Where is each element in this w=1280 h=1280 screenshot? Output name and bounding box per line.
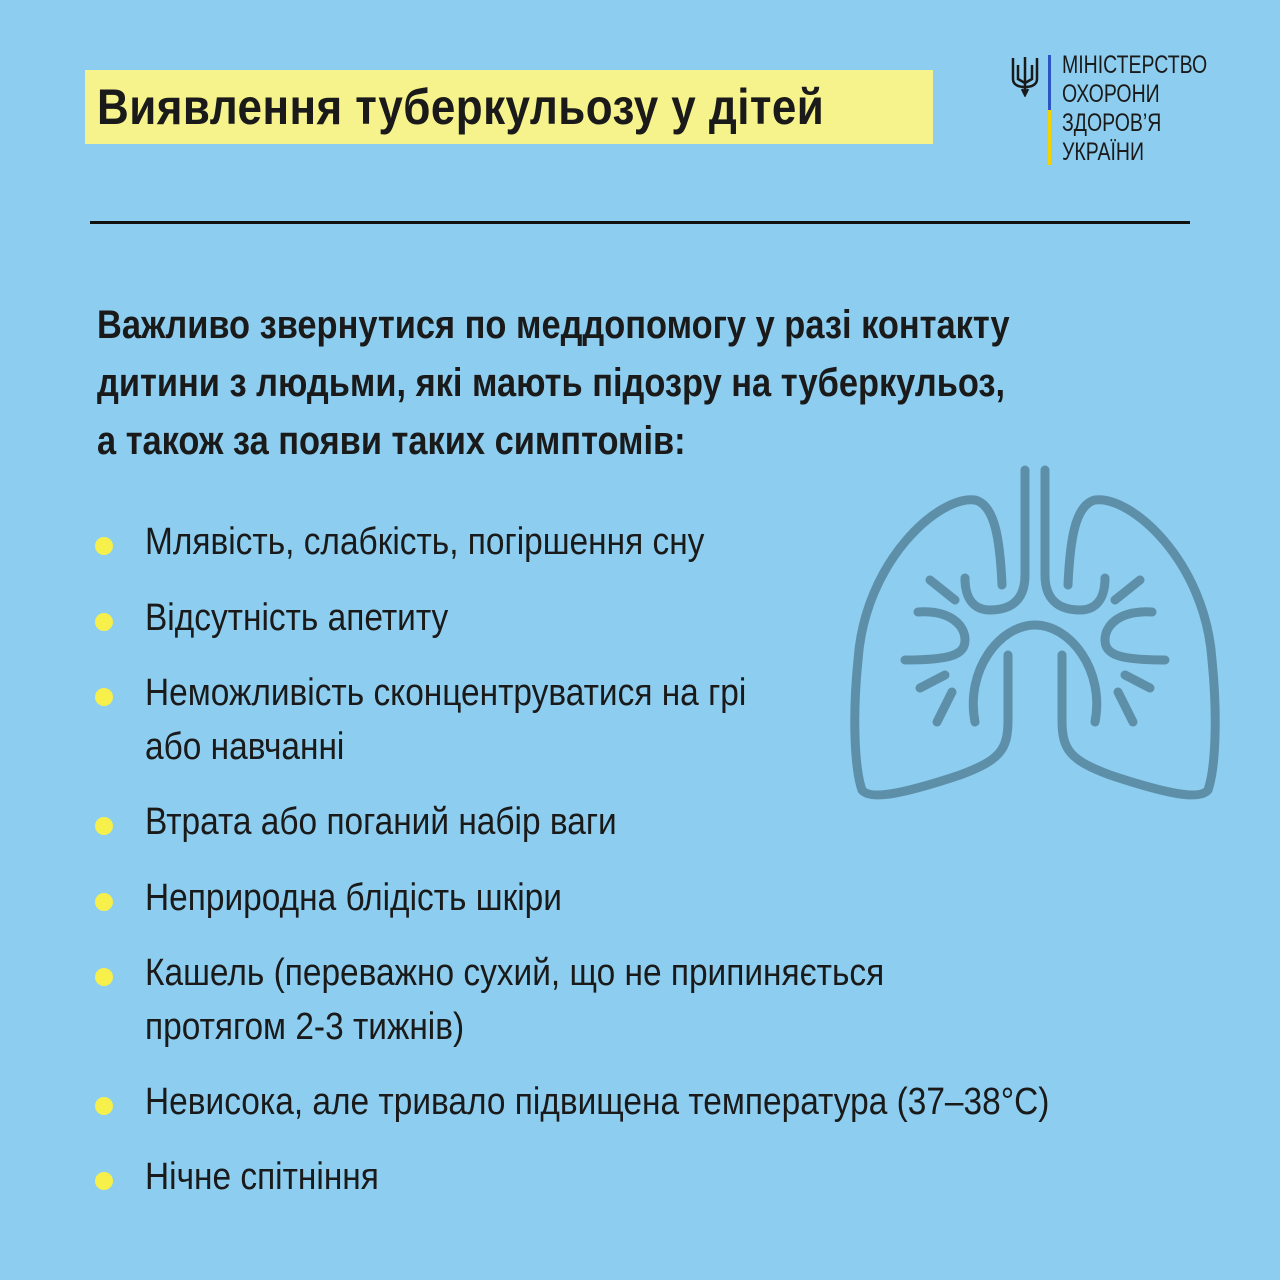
symptom-text: Нічне спітніння <box>145 1156 379 1198</box>
bullet-icon <box>95 1097 113 1115</box>
bullet-icon <box>95 968 113 986</box>
logo-line: МІНІСТЕРСТВО <box>1062 51 1208 79</box>
intro-line: Важливо звернутися по меддопомогу у разі контакту <box>97 303 1010 347</box>
symptom-text: Неприродна блідість шкіри <box>145 877 562 919</box>
symptom-text: Невисока, але тривало підвищена температура (37–38°C) <box>145 1081 1050 1123</box>
bullet-icon <box>95 817 113 835</box>
symptom-text: Млявість, слабкість, погіршення сну <box>145 521 705 563</box>
flag-bar <box>1048 55 1051 165</box>
symptom-text: протягом 2-3 тижнів) <box>145 1006 465 1048</box>
logo-line: ОХОРОНИ <box>1062 80 1160 108</box>
intro-line: а також за появи таких симптомів: <box>97 419 686 463</box>
page-title: Виявлення туберкульозу у дітей <box>97 79 825 135</box>
trident-icon <box>1010 55 1040 97</box>
symptom-text: Кашель (переважно сухий, що не припиняється <box>145 952 885 994</box>
logo-text <box>1062 51 1207 167</box>
symptom-text: Відсутність апетиту <box>145 597 449 639</box>
logo-line: ЗДОРОВ’Я <box>1062 109 1162 137</box>
symptom-text: Втрата або поганий набір ваги <box>145 801 617 843</box>
bullet-icon <box>95 537 113 555</box>
logo-line: УКРАЇНИ <box>1062 138 1144 166</box>
intro-line: дитини з людьми, які мають підозру на туберкульоз, <box>97 361 1006 405</box>
divider <box>90 221 1190 224</box>
symptom-text: Неможливість сконцентруватися на грі <box>145 672 747 714</box>
lungs-icon <box>840 460 1240 810</box>
bullet-icon <box>95 1172 113 1190</box>
intro-text <box>97 296 1129 470</box>
bullet-icon <box>95 893 113 911</box>
bullet-icon <box>95 613 113 631</box>
bullet-icon <box>95 688 113 706</box>
symptom-text: або навчанні <box>145 726 345 768</box>
